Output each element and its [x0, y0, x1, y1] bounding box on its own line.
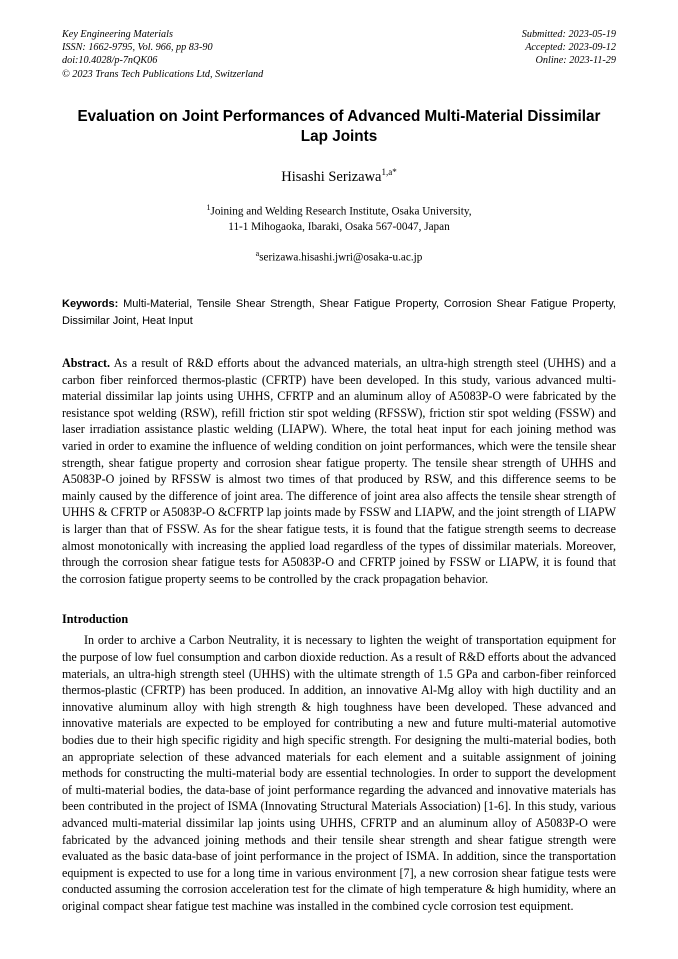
journal-doi: doi:10.4028/p-7nQK06 [62, 55, 158, 67]
journal-copyright: © 2023 Trans Tech Publications Ltd, Switzerland [62, 68, 264, 80]
page-title: Evaluation on Joint Performances of Advanced Multi-Material Dissimilar Lap Joints [77, 107, 601, 145]
keywords-block [62, 296, 616, 329]
section-body-introduction: In order to archive a Carbon Neutrality, it is necessary to lighten the weight of transportation equipment for the purpose of low fuel consumption and carbon dioxide reduction. As a result of R&D efforts about the advanced materials, an ultra-high strength steel (UHHS) with the ultimate strength of 1.5 GPa and carbon-fiber reinforced thermos-plastic (CFRTP) has been produced. In addition, an innovative Al-Mg alloy with high ductility and an innovative aluminum alloy with high strength & high toughness have been developed. These advanced and innovative materials are expected to be employed for contributing a new and future multi-material automotive bodies due to their high specific rigidity and high specific strength. For designing the multi-material bodies, both an appropriate selection of these advanced materials for each element and a suitable assignment of joining methods for constructing the multi-material body are essential technologies. In order to support the development of multi-material bodies, the data-base of joint performance regarding the advanced and innovative materials has been contributed in the project of ISMA (Innovating Structural Materials Association) [1-6]. In this study, various advanced multi-material dissimilar lap joints using UHHS, CFRTP and an aluminum alloy of A5083P-O were fabricated by the advanced joining methods and their tensile shear strength and shear fatigue strength were evaluated as the basic data-base of joint performance in the project of ISMA. In addition, since the transportation equipment is expected to use for a long time in various environment [7], a new corrosion shear fatigue tests were conducted assuming the corrosion acceleration test for the climate of high temperature & high humidity, where an original compact shear fatigue test machine was installed in the combined cycle corrosion test equipment. [62, 633, 616, 913]
date-accepted: Accepted: 2023-09-12 [525, 42, 616, 54]
journal-issn-volume: ISSN: 1662-9795, Vol. 966, pp 83-90 [62, 42, 213, 54]
abstract-block [62, 355, 616, 587]
section-heading-introduction: Introduction [62, 612, 129, 627]
author-marker: 1,a* [381, 166, 397, 177]
abstract-text: As a result of R&D efforts about the advanced materials, an ultra-high strength steel (UHHS) and a carbon fiber reinforced thermos-plastic (CFRTP) have been developed. In this study, various advanced multi-material dissimilar lap joints using UHHS, CFRTP and an aluminum alloy of A5083P-O were fabricated by the resistance spot welding (RSW), refill friction stir spot welding (RFSSW), friction stir spot welding (FSSW) and laser irradiation assistance plastic welding (LIAPW). Where, the total heat input for each joining method was varied in order to examine the influence of welding condition on joint performances, which were the tensile shear strength, shear fatigue property and corrosion shear fatigue property. The tensile shear strength of UHHS and A5083P-O joined by RFSSW is almost two times of that produced by RSW, and this difference seems to be mainly caused by the difference of joint area. The difference of joint area also affects the tensile shear strength of UHHS & CFRTP or A5083P-O &CFRTP lap joints made by FSSW and LIAPW, and the joint strength of LIAPW is larger than that of FSSW. As for the shear fatigue tests, it is found that the fatigue strength seems to decrease almost monotonically with increasing the applied load regardless of the types of dissimilar materials. Moreover, through the corrosion shear fatigue tests for A5083P-O and CFRTP joined by FSSW or LIAPW, it is found that the corrosion fatigue property seems to be controlled by the crack propagation behavior. [62, 356, 616, 586]
abstract-label: Abstract. [62, 356, 111, 371]
journal-name: Key Engineering Materials [62, 29, 173, 40]
affiliation-line-2: 11-1 Mihogaoka, Ibaraki, Osaka 567-0047, Japan [228, 221, 450, 234]
keywords-label: Keywords: [62, 298, 119, 311]
page-header [62, 28, 616, 81]
affiliation-marker: 1 [206, 202, 211, 212]
affiliation [62, 200, 616, 236]
author-name: Hisashi Serizawa [281, 168, 382, 185]
submission-dates [522, 28, 616, 68]
date-online: Online: 2023-11-29 [535, 55, 616, 67]
affiliation-line-1: Joining and Welding Research Institute, Osaka University, [210, 205, 472, 218]
email-address: serizawa.hisashi.jwri@osaka-u.ac.jp [259, 252, 423, 265]
author-line [62, 163, 616, 186]
keywords-text: Multi-Material, Tensile Shear Strength, Shear Fatigue Property, Corrosion Shear Fatigue Property, Dissimilar Joint, Heat Input [62, 298, 616, 327]
journal-info [62, 28, 263, 81]
author-email [62, 246, 616, 266]
email-marker: a [255, 249, 260, 259]
date-submitted: Submitted: 2023-05-19 [521, 29, 616, 40]
